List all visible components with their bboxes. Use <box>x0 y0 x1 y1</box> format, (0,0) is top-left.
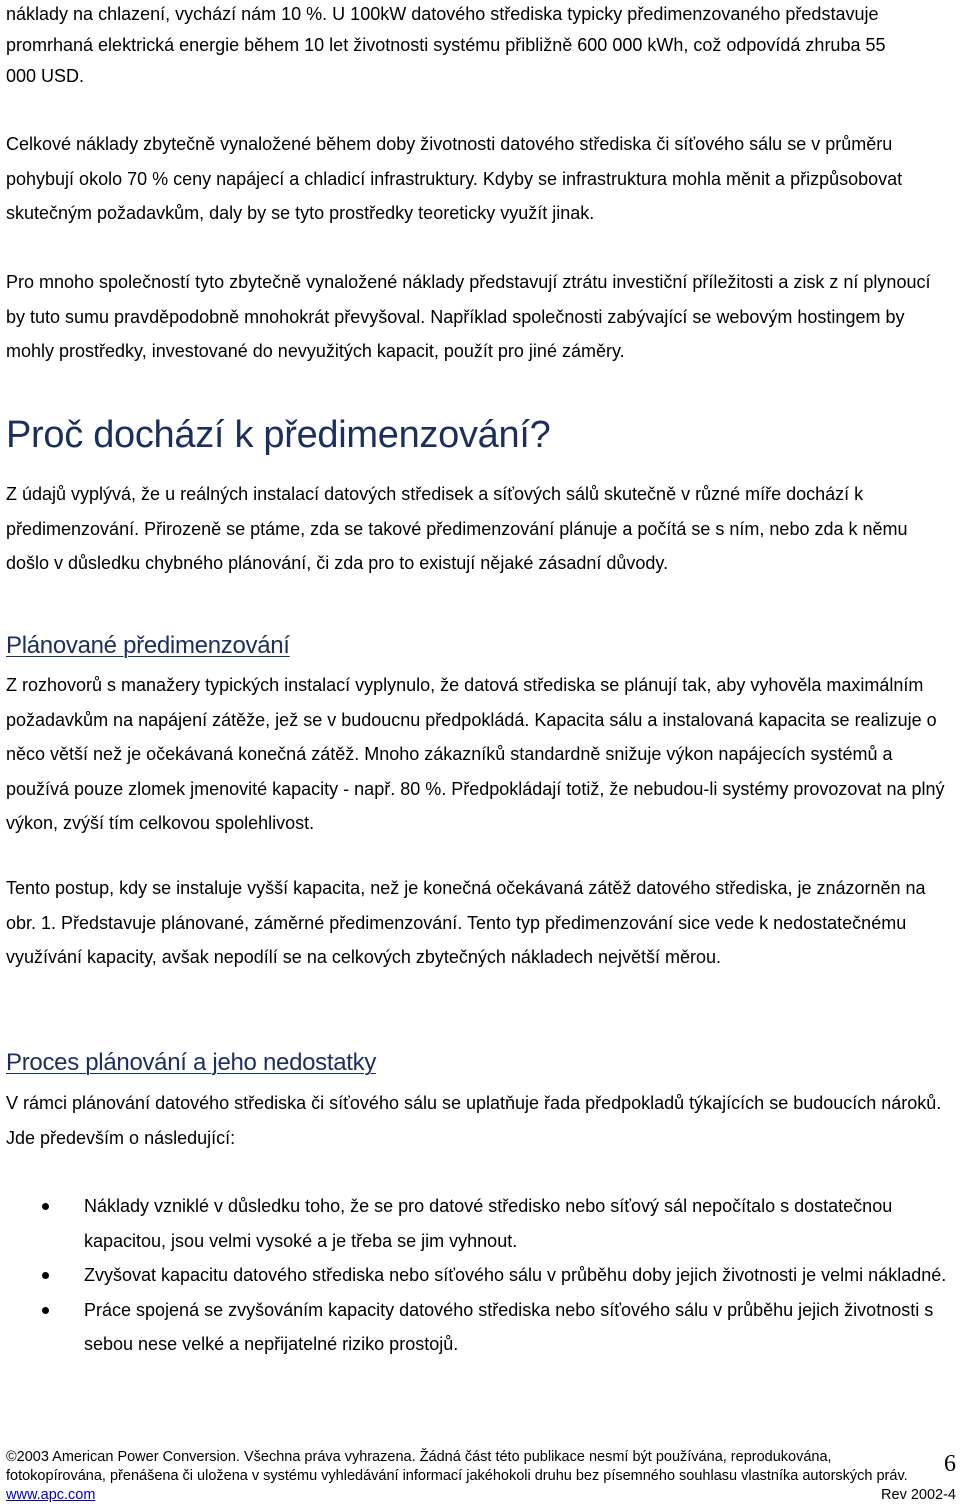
page-number: 6 <box>944 1451 956 1477</box>
paragraph: V rámci plánování datového střediska či síťového sálu se uplatňuje řada předpokladů týkajících se budoucích nároků. Jde především o následující: <box>6 1093 942 1148</box>
paragraph: Pro mnoho společností tyto zbytečně vynaložené náklady představují ztrátu investiční příležitosti a zisk z ní plynoucí by tuto sumu pravděpodobně mnohokrát převyšoval. Například společnosti zabývající se webovým hostingem by mohly prostředky, investované do nevyužitých kapacit, použít pro jiné záměry. <box>6 272 931 362</box>
paragraph: náklady na chlazení, vychází nám 10 %. U 100kW datového střediska typicky předimenzovaného představuje promrhaná elektrická energie během 10 let životnosti systému přibližně 600 000 kWh, což odpovídá zhruba 55 000 USD. <box>6 4 886 86</box>
list-item <box>6 1258 954 1293</box>
subsection-heading: Plánované předimenzování <box>6 632 290 659</box>
copyright-text-continued: fotokopírována, přenášena či uložena v systému vyhledávání informací jakéhokoli druhu bez písemného souhlasu vlastníka autorských práv. <box>6 1468 908 1484</box>
list-item <box>6 1189 954 1258</box>
paragraph: Tento postup, kdy se instaluje vyšší kapacita, než je konečná očekávaná zátěž datového střediska, je znázorněn na obr. 1. Představuje plánované, záměrné předimenzování. Tento typ předimenzování sice vede k nedostatečnému využívání kapacity, avšak nepodílí se na celkových zbytečných nákladech největší měrou. <box>6 878 926 968</box>
list-item <box>6 1293 954 1362</box>
paragraph: Z údajů vyplývá, že u reálných instalací datových středisek a síťových sálů skutečně v různé míře dochází k předimenzování. Přirozeně se ptáme, zda se takové předimenzování plánuje a počítá se s ním, nebo zda k němu došlo v důsledku chybného plánování, či zda pro to existují nějaké zásadní důvody. <box>6 484 908 574</box>
list-item-text: Náklady vzniklé v důsledku toho, že se pro datové středisko nebo síťový sál nepočítalo s dostatečnou kapacitou, jsou velmi vysoké a je třeba se jim vyhnout. <box>84 1196 893 1251</box>
page-footer <box>6 1448 956 1505</box>
list-item-text: Zvyšovat kapacitu datového střediska nebo síťového sálu v průběhu doby jejich životnosti je velmi nákladné. <box>84 1265 947 1285</box>
bullet-icon <box>42 1272 49 1279</box>
website-link[interactable]: www.apc.com <box>6 1487 96 1503</box>
bullet-icon <box>42 1307 49 1314</box>
paragraph: Z rozhovorů s manažery typických instalací vyplynulo, že datová střediska se plánují tak, aby vyhověla maximálním požadavkům na napájení zátěže, jež se v budoucnu předpokládá. Kapacita sálu a instalovaná kapacita se realizuje o něco větší než je očekávaná konečná zátěž. Mnoho zákazníků standardně snižuje výkon napájecích systémů a používá pouze zlomek jmenovité kapacity - např. 80 %. Předpokládají totiž, že nebudou-li systémy provozovat na plný výkon, zvýší tím celkovou spolehlivost. <box>6 675 945 834</box>
footer-link-row <box>6 1486 956 1505</box>
revision-label: Rev 2002-4 <box>881 1487 956 1503</box>
paragraph: Celkové náklady zbytečně vynaložené během doby životnosti datového střediska či síťového sálu se v průměru pohybují okolo 70 % ceny napájecí a chladicí infrastruktury. Kdyby se infrastruktura mohla měnit a přizpůsobovat skutečným požadavkům, daly by se tyto prostředky teoreticky využít jinak. <box>6 134 903 224</box>
subsection-heading: Proces plánování a jeho nedostatky <box>6 1049 377 1076</box>
list-item-text: Práce spojená se zvyšováním kapacity datového střediska nebo síťového sálu v průběhu jejich životnosti s sebou nese velké a nepřijatelné riziko prostojů. <box>84 1299 934 1354</box>
bullet-icon <box>42 1203 49 1210</box>
section-heading: Proč dochází k předimenzování? <box>6 414 551 456</box>
bullet-list <box>6 1189 954 1362</box>
copyright-text: ©2003 American Power Conversion. Všechna práva vyhrazena. Žádná část této publikace nesmí být používána, reprodukována, <box>6 1449 832 1465</box>
